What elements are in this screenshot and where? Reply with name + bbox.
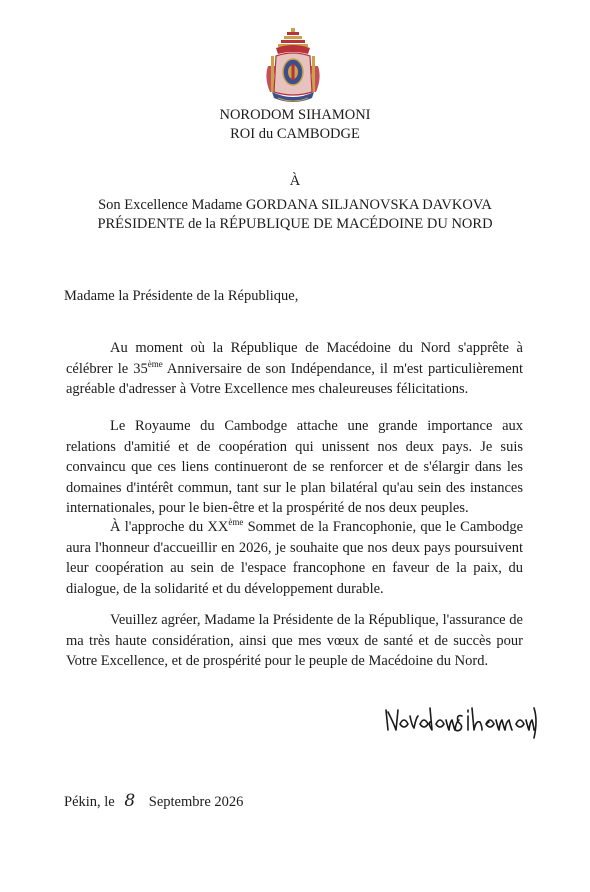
paragraph-2: Le Royaume du Cambodge attache une grande importance aux relations d'amitié et de coopération qui unissent nos deux pays. Je suis convaincu que ces liens continueront de se renforcer et de s'élargir dans les domaines d'intérêt commun, tant sur le plan bilatéral qu'au sein des instances internationales, pour le bien-être et la prospérité de nos deux peuples. (66, 418, 523, 516)
recipient-block (0, 196, 590, 234)
salutation: Madame la Présidente de la République, (64, 288, 299, 304)
paragraph-1 (66, 338, 523, 400)
paragraph-3-text-a: À l'approche du XX (110, 519, 229, 535)
date-line (64, 791, 243, 811)
recipient-line-2: PRÉSIDENTE de la RÉPUBLIQUE DE MACÉDOINE DU NORD (97, 216, 493, 232)
date-month-year: Septembre 2026 (148, 794, 244, 810)
paragraph-1-text-b: Anniversaire de son Indépendance, il m'est particulièrement agréable d'adresser à Votre Excellence mes chaleureuses félicitations. (66, 360, 523, 397)
to-label: À (289, 173, 301, 189)
sender-title: ROI du CAMBODGE (230, 126, 360, 142)
sender-name: NORODOM SIHAMONI (219, 107, 371, 123)
royal-crest-icon (262, 26, 324, 108)
sender-block (0, 106, 590, 144)
paragraph-1-text-a: Au moment où la République de Macédoine du Nord s'apprête à célébrer le 35 (66, 340, 523, 377)
paragraph-3 (66, 517, 523, 599)
paragraph-3-text-b: Sommet de la Francophonie, que le Cambodge aura l'honneur d'accueillir en 2026, je souhaite que nos deux pays poursuivent leur coopération au sein de l'espace francophone en faveur de la paix, du dialogue, de la solidarité et du développement durable. (66, 519, 524, 597)
date-place: Pékin, le (64, 794, 115, 810)
paragraph-4: Veuillez agréer, Madame la Présidente de la République, l'assurance de ma très haute considération, ainsi que mes vœux de santé et de succès pour Votre Excellence, et de prospérité pour le peuple de Macédoine du Nord. (66, 612, 523, 669)
recipient-line-1: Son Excellence Madame GORDANA SILJANOVSKA DAVKOVA (98, 197, 492, 213)
signature (382, 702, 542, 740)
date-day: 8 (124, 791, 136, 811)
paragraph-1-superscript: ème (147, 358, 163, 369)
paragraph-3-superscript: ème (228, 517, 244, 528)
